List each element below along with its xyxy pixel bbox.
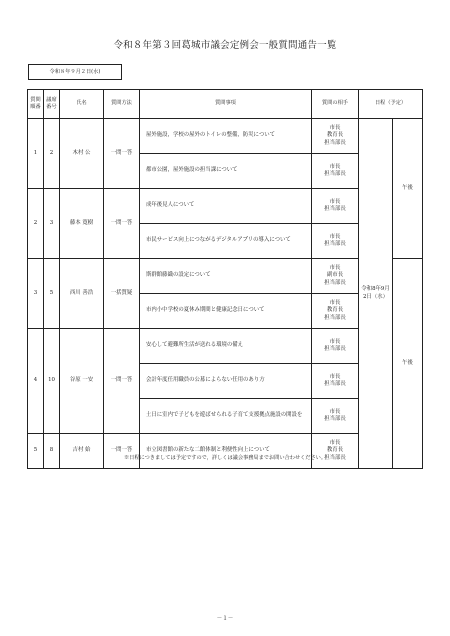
header-seat: 議席番号 bbox=[44, 90, 60, 119]
question-table bbox=[27, 89, 423, 469]
respondent-line: 担当部長 bbox=[324, 454, 346, 461]
cell-topic: 土日に室内で子どもを遊ばせられる子育て支援拠点施設の開設を bbox=[140, 399, 312, 434]
cell-respondent bbox=[312, 434, 359, 469]
cell-respondent bbox=[312, 364, 359, 399]
header-method: 質問方法 bbox=[104, 90, 140, 119]
header-order: 質問順番 bbox=[28, 90, 44, 119]
respondent-line: 教育長 bbox=[326, 447, 344, 454]
footnote: ※日程につきましては予定ですので，詳しくは議会事務局までお問い合わせください。 bbox=[123, 455, 327, 461]
cell-method: 一問一答 bbox=[104, 119, 140, 189]
respondent-line: 市長 bbox=[329, 300, 341, 307]
header-schedule: 日程（予定） bbox=[359, 90, 423, 119]
respondent-line: 担当部長 bbox=[324, 279, 346, 286]
respondent-line: 市長 bbox=[329, 338, 341, 345]
cell-respondent bbox=[312, 259, 359, 294]
cell-respondent bbox=[312, 189, 359, 224]
respondent-line: 市長 bbox=[329, 233, 341, 240]
cell-topic: 安心して避難所生活が送れる環境の備え bbox=[140, 329, 312, 364]
respondent-line: 市長 bbox=[329, 373, 341, 380]
cell-name: 吉村 始 bbox=[60, 434, 104, 469]
cell-name: 木村 公 bbox=[60, 119, 104, 189]
respondent-line: 市長 bbox=[329, 125, 341, 132]
cell-respondent bbox=[312, 294, 359, 329]
cell-topic: 屋外施設，学校の屋外のトイレの整備，防災について bbox=[140, 119, 312, 154]
header-respondent: 質問の相手 bbox=[312, 90, 359, 119]
respondent-line: 担当部長 bbox=[324, 314, 346, 321]
header-topic: 質問事項 bbox=[140, 90, 312, 119]
cell-topic: 市内小中学校の夏休み期間と健康記念日について bbox=[140, 294, 312, 329]
cell-seat: 8 bbox=[44, 434, 60, 469]
cell-order: 4 bbox=[28, 329, 44, 434]
cell-topic: 成年後見人について bbox=[140, 189, 312, 224]
cell-order: 2 bbox=[28, 189, 44, 259]
cell-order: 5 bbox=[28, 434, 44, 469]
cell-respondent bbox=[312, 399, 359, 434]
cell-seat: 2 bbox=[44, 119, 60, 189]
respondent-line: 担当部長 bbox=[324, 381, 346, 387]
cell-name: 西川 善浩 bbox=[60, 259, 104, 329]
cell-method: 一問一答 bbox=[104, 329, 140, 434]
header-name: 氏名 bbox=[60, 90, 104, 119]
respondent-line: 副市長 bbox=[326, 272, 344, 279]
respondent-line: 教育長 bbox=[326, 307, 344, 314]
respondent-line: 市長 bbox=[329, 163, 341, 170]
respondent-line: 担当部長 bbox=[324, 206, 346, 212]
cell-respondent bbox=[312, 154, 359, 189]
respondent-line: 担当部長 bbox=[324, 346, 346, 352]
cell-schedule-slot: 午後 bbox=[393, 259, 423, 469]
cell-method: 一括質疑 bbox=[104, 259, 140, 329]
cell-method: 一問一答 bbox=[104, 189, 140, 259]
table-row bbox=[28, 119, 423, 154]
cell-method: 一問一答 bbox=[104, 434, 140, 469]
respondent-line: 教育長 bbox=[326, 132, 344, 139]
cell-name: 谷原 一安 bbox=[60, 329, 104, 434]
cell-respondent bbox=[312, 224, 359, 259]
cell-order: 1 bbox=[28, 119, 44, 189]
respondent-line: 市長 bbox=[329, 408, 341, 415]
date-box: 令和８年９月２日(水) bbox=[28, 64, 122, 80]
respondent-line: 担当部長 bbox=[324, 241, 346, 247]
cell-topic: 斯群館藤織の設定について bbox=[140, 259, 312, 294]
cell-respondent bbox=[312, 329, 359, 364]
respondent-line: 担当部長 bbox=[324, 171, 346, 177]
respondent-line: 担当部長 bbox=[324, 416, 346, 422]
respondent-line: 市長 bbox=[329, 440, 341, 447]
cell-seat: 3 bbox=[44, 189, 60, 259]
cell-name: 藤本 寛樹 bbox=[60, 189, 104, 259]
header-row bbox=[28, 90, 423, 119]
cell-respondent bbox=[312, 119, 359, 154]
cell-topic: 市民サービス向上につながるデジタルアプリの導入について bbox=[140, 224, 312, 259]
respondent-line: 市長 bbox=[329, 265, 341, 272]
cell-topic: 会計年度任用職員の公募によらない任用のあり方 bbox=[140, 364, 312, 399]
cell-schedule-slot: 午後 bbox=[393, 119, 423, 259]
page-number: －１－ bbox=[216, 616, 234, 622]
cell-topic: 都市公園，屋外施設の担当課について bbox=[140, 154, 312, 189]
respondent-line: 市長 bbox=[329, 198, 341, 205]
cell-schedule-date: 令和8年9月2日（水） bbox=[359, 119, 393, 469]
cell-order: 3 bbox=[28, 259, 44, 329]
cell-seat: 10 bbox=[44, 329, 60, 434]
cell-topic: 市立図書館の新たな二館体制と利便性向上について bbox=[140, 434, 312, 469]
cell-seat: 5 bbox=[44, 259, 60, 329]
respondent-line: 担当部長 bbox=[324, 139, 346, 146]
page-title: 令和８年第３回葛城市議会定例会一般質問通告一覧 bbox=[113, 40, 337, 51]
